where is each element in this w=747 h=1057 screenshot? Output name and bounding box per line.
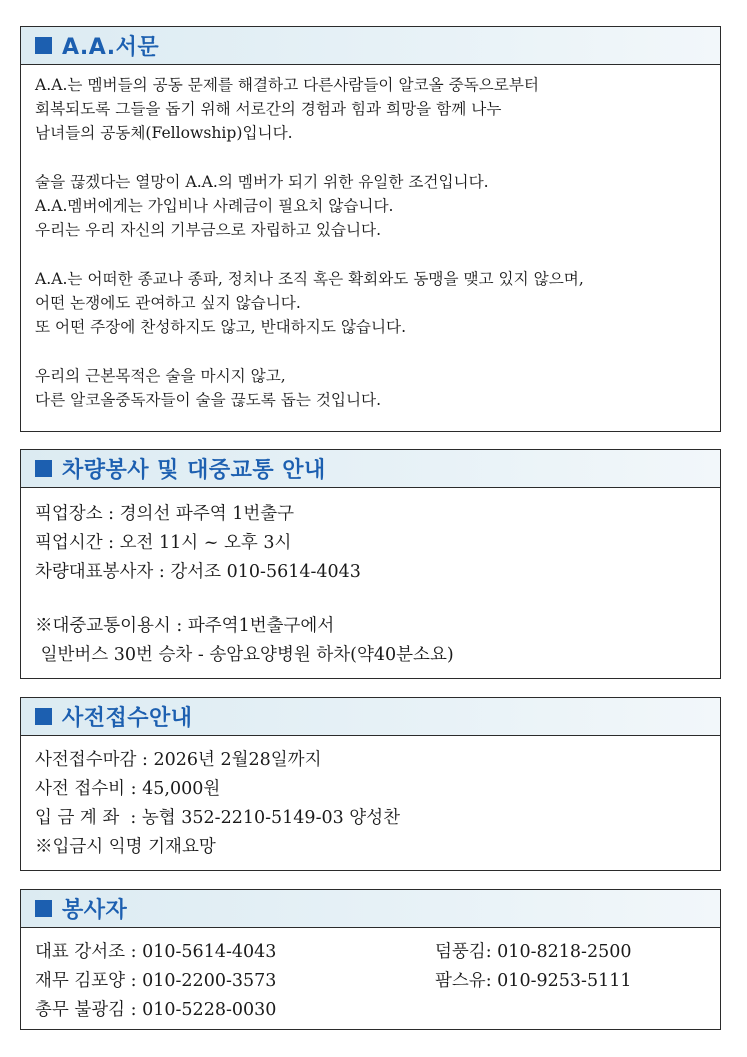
intro-line: A.A.는 어떠한 종교나 종파, 정치나 조직 혹은 확회와도 동맹을 맺고 있지 않으며,	[35, 270, 584, 288]
registration-header	[21, 698, 720, 736]
transport-body	[21, 488, 720, 670]
pickup-location: 픽업장소 : 경의선 파주역 1번출구	[35, 504, 295, 524]
spacer	[35, 339, 720, 364]
intro-section	[20, 26, 721, 432]
intro-line: A.A.는 멤버들의 공동 문제를 해결하고 다른사람들이 알코올 중독으로부터	[35, 76, 539, 94]
volunteers-body	[21, 928, 720, 1025]
intro-line: 술을 끊겠다는 열망이 A.A.의 멤버가 되기 위한 유일한 조건입니다.	[35, 173, 489, 191]
intro-body	[21, 65, 720, 412]
spacer	[35, 587, 720, 612]
driver-contact: 차량대표봉사자 : 강서조 010-5614-4043	[35, 562, 361, 582]
intro-header	[21, 27, 720, 65]
square-bullet-icon	[35, 37, 52, 54]
square-bullet-icon	[35, 708, 52, 725]
intro-line: A.A.멤버에게는 가입비나 사례금이 필요치 않습니다.	[35, 197, 394, 215]
bus-route: 일반버스 30번 승차 - 송암요양병원 하차(약40분소요)	[35, 645, 454, 665]
square-bullet-icon	[35, 460, 52, 477]
spacer	[35, 242, 720, 267]
transport-header	[21, 450, 720, 488]
volunteer-entry: 재무 김포양 : 010-2200-3573	[35, 971, 277, 991]
pickup-time: 픽업시간 : 오전 11시 ~ 오후 3시	[35, 533, 292, 553]
spacer	[35, 145, 720, 170]
registration-body	[21, 736, 720, 862]
volunteers-header	[21, 890, 720, 928]
volunteer-entry: 대표 강서조 : 010-5614-4043	[35, 942, 277, 962]
public-transit-note: ※대중교통이용시 : 파주역1번출구에서	[35, 616, 335, 636]
intro-line: 어떤 논쟁에도 관여하고 싶지 않습니다.	[35, 294, 301, 312]
intro-line: 다른 알코올중독자들이 술을 끊도록 돕는 것입니다.	[35, 391, 382, 409]
registration-deadline: 사전접수마감 : 2026년 2월28일까지	[35, 750, 322, 770]
volunteers-title: 봉사자	[62, 898, 128, 923]
volunteers-right-column	[435, 938, 715, 1025]
transport-title: 차량봉사 및 대중교통 안내	[62, 458, 326, 483]
volunteer-entry: 총무 불광김 : 010-5228-0030	[35, 1000, 277, 1020]
intro-line: 우리는 우리 자신의 기부금으로 자립하고 있습니다.	[35, 221, 382, 239]
intro-line: 회복되도록 그들을 돕기 위해 서로간의 경험과 힘과 희망을 함께 나누	[35, 100, 502, 118]
registration-section	[20, 697, 721, 871]
registration-fee: 사전 접수비 : 45,000원	[35, 779, 221, 799]
volunteers-section	[20, 889, 721, 1030]
volunteer-entry: 팜스유: 010-9253-5111	[435, 971, 632, 991]
volunteer-entry: 덤풍김: 010-8218-2500	[435, 942, 632, 962]
intro-line: 또 어떤 주장에 찬성하지도 않고, 반대하지도 않습니다.	[35, 318, 407, 336]
intro-line: 우리의 근본목적은 술을 마시지 않고,	[35, 367, 286, 385]
transport-section	[20, 449, 721, 679]
volunteers-left-column	[35, 938, 435, 1025]
bank-account: 입 금 계 좌 : 농협 352-2210-5149-03 양성찬	[35, 808, 401, 828]
deposit-note: ※입금시 익명 기재요망	[35, 837, 216, 857]
intro-title: A.A.서문	[62, 35, 160, 60]
registration-title: 사전접수안내	[62, 706, 193, 731]
intro-line: 남녀들의 공동체(Fellowship)입니다.	[35, 124, 293, 142]
square-bullet-icon	[35, 900, 52, 917]
